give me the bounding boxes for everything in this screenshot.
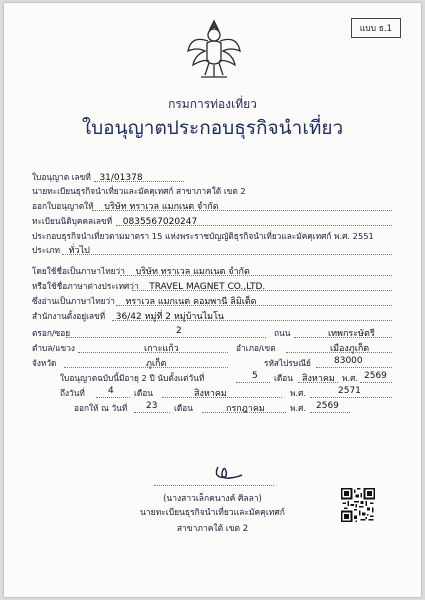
field-line [236, 382, 270, 383]
signer-title: นายทะเบียนธุรกิจนำเที่ยวและมัคคุเทศก์ [140, 508, 285, 518]
valid-to-month-label: เดือน [134, 388, 153, 398]
type-label: ประเภท [32, 245, 60, 255]
alley-label: ตรอก/ซอย [32, 328, 71, 338]
issue-day: 23 [146, 401, 158, 411]
subdistrict-label: ตำบล/แขวง [32, 343, 75, 353]
form-code: แบบ ธ.1 [351, 18, 401, 38]
field-line [132, 290, 392, 291]
postcode-value: 83000 [334, 356, 363, 366]
field-line [360, 382, 392, 383]
valid-to-year-label: พ.ศ. [290, 388, 307, 398]
field-line [316, 367, 392, 368]
thai-name-label: โดยใช้ชื่อเป็นภาษาไทยว่า [32, 266, 125, 276]
field-line [298, 382, 338, 383]
issue-month-label: เดือน [174, 403, 193, 413]
field-line [286, 352, 392, 353]
field-line [92, 210, 392, 211]
valid-to-day: 4 [108, 386, 114, 396]
field-line [310, 412, 350, 413]
issue-year-label: พ.ศ. [290, 403, 307, 413]
district-label: อำเภอ/เขต [236, 343, 276, 353]
field-line [78, 352, 228, 353]
foreign-name-value: TRAVEL MAGNET CO.,LTD. [149, 282, 266, 292]
license-number-label: ใบอนุญาต เลขที่ [32, 172, 91, 182]
province-label: จังหวัด [32, 358, 57, 368]
field-line [134, 412, 170, 413]
license-number: 31/01378 [99, 173, 143, 183]
valid-to-year: 2571 [338, 386, 361, 396]
valid-from-month-label: เดือน [274, 373, 293, 383]
field-line [120, 275, 392, 276]
thai-brand-value: ทราเวล แมกเนต คอมพานี ลิมิเต็ด [125, 297, 257, 307]
thai-brand-label: ซึ่งอ่านเป็นภาษาไทยว่า [32, 296, 115, 306]
until-label: ถึงวันที่ [60, 388, 85, 398]
validity-text: ใบอนุญาตฉบับนี้มีอายุ 2 ปี นับตั้งแต่วันที่ [60, 373, 205, 383]
field-line [310, 397, 392, 398]
field-line [112, 320, 392, 321]
field-line [94, 181, 184, 182]
valid-from-day: 5 [252, 371, 258, 381]
issue-month: กรกฎาคม [226, 404, 265, 414]
business-line: ประกอบธุรกิจนำเที่ยวตามมาตรา 15 แห่งพระราชบัญญัติธุรกิจนำเที่ยวและมัคคุเทศก์ พ.ศ. 2551 [32, 231, 374, 241]
field-line [64, 367, 228, 368]
type-value: ทั่วไป [68, 246, 90, 256]
document-title: ใบอนุญาตประกอบธุรกิจนำเที่ยว [81, 117, 344, 139]
registrar-line: นายทะเบียนธุรกิจนำเที่ยวและมัคคุเทศก์ สาขาภาคใต้ เขต 2 [32, 186, 246, 196]
thai-name-value: บริษัท ทราเวล แมกเนต จำกัด [135, 267, 250, 277]
issued-to-value: บริษัท ทราเวล แมกเนต จำกัด [104, 202, 219, 212]
office-label: สำนักงานตั้งอยู่เลขที่ [32, 311, 106, 321]
valid-from-month: สิงหาคม [302, 374, 335, 384]
road-label: ถนน [274, 328, 291, 338]
qr-code-icon [341, 488, 375, 522]
issue-label: ออกให้ ณ วันที่ [74, 403, 128, 413]
juristic-label: ทะเบียนนิติบุคคลเลขที่ [32, 216, 113, 226]
garuda-emblem-icon [185, 17, 243, 83]
issue-year: 2569 [316, 401, 339, 411]
signature-line [154, 485, 274, 486]
foreign-name-label: หรือใช้ชื่อภาษาต่างประเทศว่า [32, 281, 139, 291]
issued-to-label: ออกใบอนุญาตให้ [32, 201, 94, 211]
field-line [66, 337, 266, 338]
field-line [162, 397, 282, 398]
office-value: 36/42 หมู่ที่ 2 หมู่บ้านไมโน [115, 312, 225, 322]
valid-from-year-label: พ.ศ. [342, 373, 359, 383]
field-line [294, 337, 392, 338]
signer-branch: สาขาภาคใต้ เขต 2 [176, 524, 249, 534]
license-document [4, 3, 421, 597]
field-line [116, 225, 392, 226]
juristic-number: 0835567020247 [122, 217, 198, 227]
field-line [202, 412, 286, 413]
postcode-label: รหัสไปรษณีย์ [264, 358, 311, 368]
alley-value: 2 [176, 326, 182, 336]
signer-name: (นางสาวเล็กคนางค์ ศิลลา) [163, 494, 262, 504]
district-value: เมืองภูเก็ต [330, 344, 370, 354]
valid-from-year: 2569 [364, 371, 387, 381]
subdistrict-value: เกาะแก้ว [144, 344, 179, 354]
department-name: กรมการท่องเที่ยว [168, 97, 257, 111]
field-line [96, 397, 130, 398]
signature-icon [212, 461, 248, 483]
province-value: ภูเก็ต [146, 359, 167, 369]
field-line [116, 305, 392, 306]
valid-to-month: สิงหาคม [194, 389, 227, 399]
field-line [62, 254, 392, 255]
road-value: เทพกระษัตรี [328, 329, 375, 339]
